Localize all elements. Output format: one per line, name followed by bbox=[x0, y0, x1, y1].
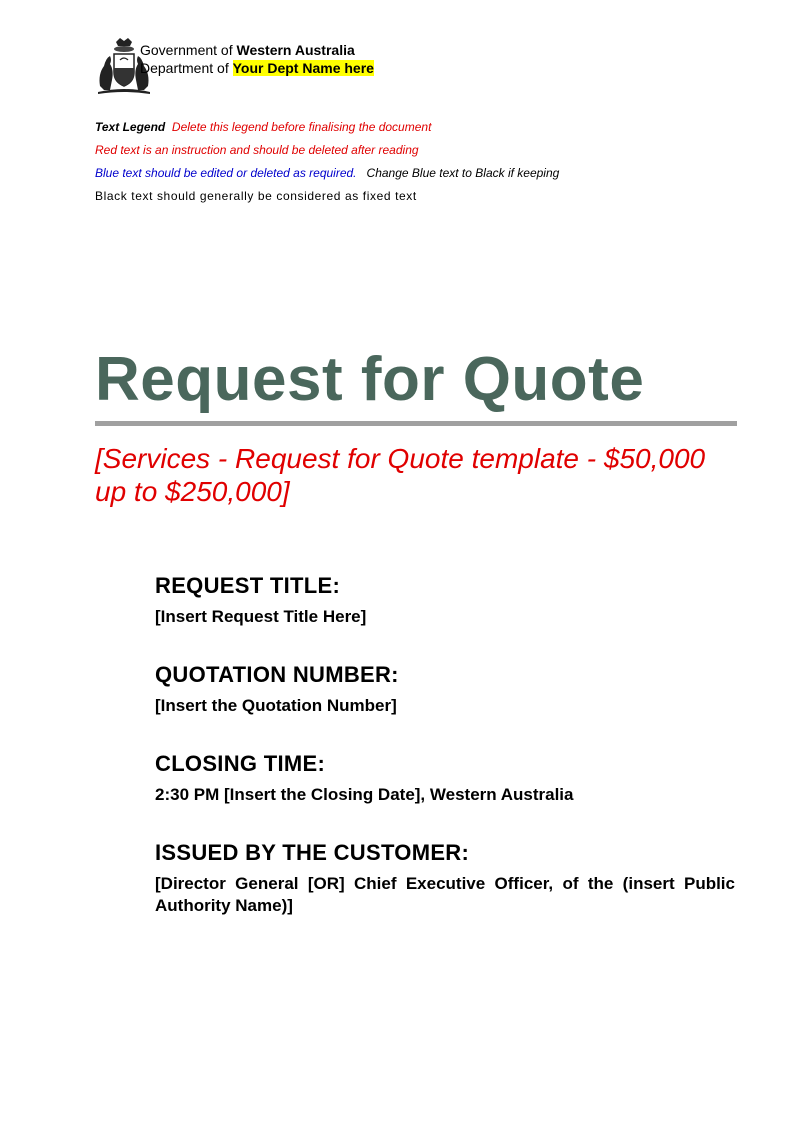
title-divider bbox=[95, 421, 737, 426]
section-heading: QUOTATION NUMBER: bbox=[155, 662, 399, 687]
text-legend bbox=[95, 116, 559, 208]
document-subtitle[interactable]: [Services - Request for Quote template - $50,000 up to $250,000] bbox=[95, 443, 706, 507]
legend-label: Text Legend bbox=[95, 120, 166, 134]
section-quotation-number bbox=[155, 661, 735, 717]
section-heading: REQUEST TITLE: bbox=[155, 573, 341, 598]
legend-blue-line bbox=[95, 162, 559, 185]
section-value[interactable]: [Director General [OR] Chief Executive Officer, of the (insert Public Authority Name)] bbox=[155, 874, 735, 915]
legend-label-note[interactable]: Delete this legend before finalising the document bbox=[171, 120, 432, 134]
department-name[interactable]: Your Dept Name here bbox=[232, 60, 374, 76]
department-prefix: Department of bbox=[140, 60, 233, 76]
section-request-title bbox=[155, 572, 735, 628]
section-value[interactable]: [Insert the Quotation Number] bbox=[155, 696, 397, 715]
legend-black-line: Black text should generally be considered as fixed text bbox=[95, 189, 417, 203]
section-heading: ISSUED BY THE CUSTOMER: bbox=[155, 840, 470, 865]
section-value[interactable]: 2:30 PM [Insert the Closing Date], Western Australia bbox=[155, 785, 574, 804]
section-value[interactable]: [Insert Request Title Here] bbox=[155, 607, 367, 626]
legend-blue-text[interactable]: Blue text should be edited or deleted as required. bbox=[95, 166, 357, 180]
legend-red-line[interactable]: Red text is an instruction and should be deleted after reading bbox=[95, 143, 419, 157]
government-prefix: Government of bbox=[140, 42, 237, 58]
section-heading: CLOSING TIME: bbox=[155, 751, 326, 776]
section-closing-time bbox=[155, 750, 735, 806]
document-title: Request for Quote bbox=[95, 345, 645, 414]
government-name: Western Australia bbox=[236, 42, 355, 58]
government-line bbox=[140, 42, 355, 59]
section-issued-by bbox=[155, 839, 735, 917]
department-line bbox=[140, 60, 374, 77]
legend-blue-note: Change Blue text to Black if keeping bbox=[366, 166, 560, 180]
legend-heading-line bbox=[95, 116, 559, 139]
